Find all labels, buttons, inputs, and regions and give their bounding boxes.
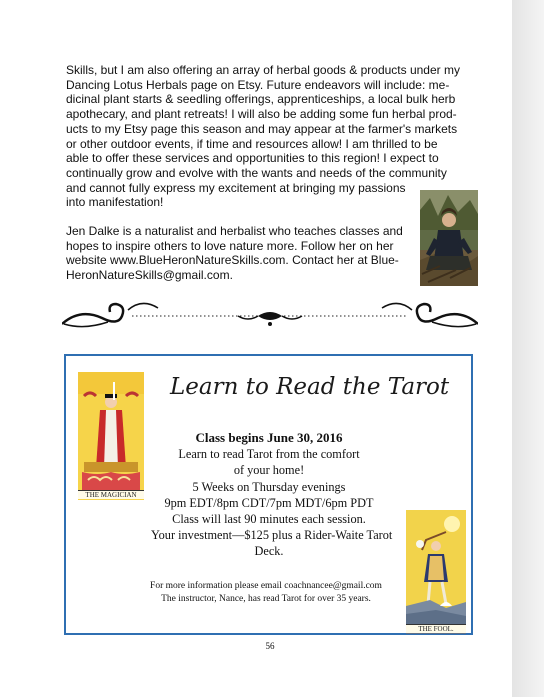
page-gutter — [512, 0, 544, 697]
article-line: Dancing Lotus Herbals page on Etsy. Future endeavors will include: me- — [66, 77, 450, 92]
page-number: 56 — [265, 641, 275, 651]
article-line: dicinal plant starts & seedling offerings, apprenticeships, a local bulk herb — [66, 92, 456, 107]
article-line: able to offer these services and opportunities to this region! I expect to — [66, 151, 439, 166]
author-bio-line: HeronNatureSkills@gmail.com. — [66, 268, 233, 283]
article-line: continually grow and evolve with the wants and needs of the community — [66, 165, 447, 180]
article-line: or other outdoor events, if time and resources allow! I am thrilled to be — [66, 136, 438, 151]
ad-title: Learn to Read the Tarot — [170, 374, 450, 400]
ad-line: of your home! — [233, 463, 305, 478]
author-bio-line: Jen Dalke is a naturalist and herbalist who teaches classes and — [66, 224, 403, 239]
magician-card-label: THE MAGICIAN — [78, 490, 144, 499]
fool-card-label: THE FOOL. — [406, 624, 466, 633]
author-bio-line: website www.BlueHeronNatureSkills.com. Contact her at Blue- — [66, 253, 399, 268]
article-line: into manifestation! — [66, 195, 164, 210]
ad-line: 5 Weeks on Thursday evenings — [192, 479, 346, 494]
article-line: Skills, but I am also offering an array of herbal goods & products under my — [66, 63, 460, 77]
ad-line: Class will last 90 minutes each session. — [172, 512, 366, 527]
ad-contact-line: For more information please email coachnancee@gmail.com — [150, 581, 382, 591]
ad-body — [151, 430, 393, 560]
magician-card-image — [78, 372, 144, 500]
tarot-class-ad — [64, 354, 473, 635]
author-bio-line: hopes to inspire others to love nature more. Follow her on her — [66, 238, 394, 253]
ad-footer — [126, 580, 406, 605]
ad-headline: Class begins June 30, 2016 — [195, 430, 343, 445]
article-line: and cannot fully express my excitement at bringing my passions — [66, 180, 406, 195]
ad-line: Your investment—$125 plus a Rider-Waite Tarot — [151, 528, 393, 543]
article-line: apothecary, and plant retreats! I will also be adding some fun herbal prod- — [66, 107, 457, 122]
ornamental-divider — [62, 294, 478, 338]
author-photo — [420, 190, 478, 286]
ad-line: Learn to read Tarot from the comfort — [178, 447, 360, 462]
fool-card-image — [406, 510, 466, 634]
ad-instructor-line: The instructor, Nance, has read Tarot for over 35 years. — [161, 593, 371, 604]
article-line: ucts to my Etsy page this season and may appear at the farmer's markets — [66, 121, 458, 136]
ad-line: 9pm EDT/8pm CDT/7pm MDT/6pm PDT — [164, 495, 374, 510]
ad-line: Deck. — [254, 544, 284, 559]
